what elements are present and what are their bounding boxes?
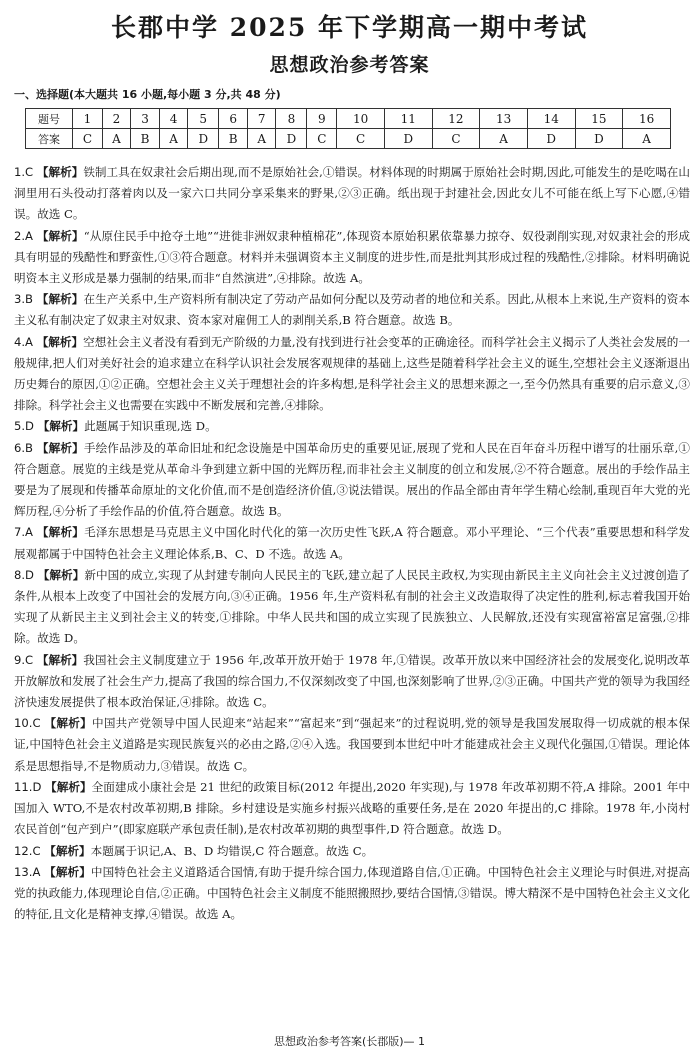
explanation-item — [14, 522, 690, 564]
item-number: 6.B — [14, 440, 34, 455]
answer-cell: D — [276, 129, 307, 149]
item-number: 3.B — [14, 292, 34, 307]
answer-cell: B — [219, 129, 248, 149]
answer-table — [25, 108, 671, 149]
explanation-item — [14, 650, 690, 714]
explanation-item — [14, 226, 690, 290]
item-number: 9.C — [14, 652, 34, 667]
question-number: 15 — [575, 109, 623, 129]
question-number: 8 — [276, 109, 307, 129]
explanation-item — [14, 162, 690, 226]
explanation-item — [14, 565, 690, 650]
question-number: 3 — [131, 109, 160, 129]
item-number: 10.C — [14, 716, 41, 731]
answer-row — [26, 129, 671, 149]
answer-cell: C — [307, 129, 337, 149]
item-text: 毛泽东思想是马克思主义中国化时代化的第一次历史性飞跃,A 符合题意。邓小平理论、“三个代表”重要思想和科学发展观都属于中国特色社会主义理论体系,B、C、D 不选。故选 A。 — [14, 525, 690, 561]
analysis-tag: 【解析】 — [37, 419, 85, 434]
explanation-item — [14, 332, 690, 417]
item-number: 11.D — [14, 779, 42, 794]
question-number: 7 — [248, 109, 276, 129]
answer-cell: C — [73, 129, 103, 149]
item-text: 中国共产党领导中国人民迎来“站起来”“富起来”到“强起来”的过程说明,党的领导是我国发展取得一切成就的根本保证,中国特色社会主义道路是实现民族复兴的必由之路,②④入选。我国要到本世纪中叶才能建成社会主义现代化强国,①错误。理论体系是思想指导,不是物质动力,③错误。故选 C。 — [14, 716, 690, 773]
item-number: 13.A — [14, 864, 41, 879]
question-number-row — [26, 109, 671, 129]
answer-cell: D — [575, 129, 623, 149]
analysis-tag: 【解析】 — [36, 525, 85, 540]
explanation-list — [14, 162, 690, 925]
question-number: 5 — [188, 109, 219, 129]
explanation-item — [14, 713, 690, 777]
question-number: 13 — [480, 109, 528, 129]
question-number: 6 — [219, 109, 248, 129]
item-number: 4.A — [14, 334, 33, 349]
item-text: “从原住民手中抢夺土地”“进徙非洲奴隶种植棉花”,体现资本原始积累依靠暴力掠夺、奴役剥削实现,对奴隶社会的形成具有明显的残酷性和野蛮性,①③符合题意。材料并未强调资本主义制度的进步性,而是批判其形成过程的残酷性,②排除。材料明确说明资本主义形成是暴力强制的结果,而非“自然演进”,④排除。故选 A。 — [14, 228, 690, 286]
question-number: 1 — [73, 109, 103, 129]
row-label: 题号 — [26, 109, 73, 129]
question-number: 12 — [432, 109, 480, 129]
answer-cell: A — [159, 129, 187, 149]
item-number: 5.D — [14, 419, 34, 434]
explanation-item — [14, 289, 690, 331]
page-title: 长郡中学 2025 年下学期高一期中考试 — [111, 13, 588, 42]
item-number: 12.C — [14, 843, 41, 858]
page-subtitle: 思想政治参考答案 — [269, 54, 430, 76]
analysis-tag: 【解析】 — [36, 165, 84, 179]
explanation-item — [14, 416, 690, 437]
item-text: 本题属于识记,A、B、D 均错误,C 符合题意。故选 C。 — [90, 843, 374, 858]
analysis-tag: 【解析】 — [36, 228, 84, 243]
item-text: 此题属于知识重现,选 D。 — [84, 419, 217, 434]
item-number: 1.C — [14, 165, 34, 179]
row-label: 答案 — [26, 129, 73, 149]
question-number: 16 — [623, 109, 671, 129]
page-footer: 思想政治参考答案(长郡版)— 1 — [273, 1035, 426, 1048]
answer-cell: C — [337, 129, 385, 149]
item-text: 手绘作品涉及的革命旧址和纪念设施是中国革命历史的重要见证,展现了党和人民在百年奋斗历程中谱写的壮丽乐章,①符合题意。展览的主线是党从革命斗争到建立新中国的光辉历程,而非社会主义制度的创立和发展,②不符合题意。展出的手绘作品主要是为了展现和传播革命原址的文化价值,而不是创造经济价值,③说法错误。展出的作品全部由青年学生精心绘制,重现百年大党的光辉历程,④分析了手绘作品的价值,符合题意。故选 B。 — [14, 440, 691, 519]
item-text: 空想社会主义者没有看到无产阶级的力量,没有找到进行社会变革的正确途径。而科学社会主义揭示了人类社会发展的一般规律,把人们对美好社会的追求建立在科学认识社会发展客观规律的基础上,这些是随着科学社会主义的诞生,空想社会主义逐渐退出历史舞台的原因,①②正确。空想社会主义关于理想社会的许多构想,是科学社会主义的思想来源之一,至今仍然具有重要的启示意义,③排除。科学社会主义也需要在实践中不断发展和完善,④排除。 — [14, 334, 690, 413]
explanation-item — [14, 862, 690, 926]
question-number: 14 — [527, 109, 575, 129]
analysis-tag: 【解析】 — [44, 843, 91, 858]
explanation-item — [14, 841, 690, 862]
question-number: 4 — [159, 109, 187, 129]
answer-cell: D — [527, 129, 575, 149]
question-number: 2 — [102, 109, 130, 129]
answer-cell: C — [432, 129, 480, 149]
analysis-tag: 【解析】 — [44, 864, 91, 879]
analysis-tag: 【解析】 — [36, 334, 84, 349]
item-number: 2.A — [14, 228, 33, 243]
answer-cell: A — [248, 129, 276, 149]
answer-cell: A — [623, 129, 671, 149]
answer-cell: B — [131, 129, 160, 149]
item-text: 全面建成小康社会是 21 世纪的政策目标(2012 年提出,2020 年实现),与 1978 年改革初期不符,A 排除。2001 年中国加入 WTO,不是农村改革初期,B 排除。乡村建设是实施乡村振兴战略的重要任务,是在 2020 年提出的,C 排除。1978 年,小岗村农民首创“包产到户”(即家庭联产承包责任制),是农村改革初期的典型事件,D 符合题意。故选 D。 — [14, 779, 690, 837]
question-number: 9 — [307, 109, 337, 129]
analysis-tag: 【解析】 — [36, 440, 84, 455]
analysis-tag: 【解析】 — [45, 779, 92, 794]
item-text: 新中国的成立,实现了从封建专制向人民民主的飞跃,建立起了人民民主政权,为实现由新民主主义向社会主义过渡创造了条件,从根本上改变了中国社会的发展方向,③④正确。1956 年,生产资料私有制的社会主义改造取得了决定性的胜利,标志着我国开始实现了从新民主主义到社会主义的转变,①排除。中华人民共和国的成立实现了民族独立、人民解放,还没有实现富裕富足富强,②排除。故选 D。 — [14, 567, 690, 646]
answer-cell: D — [384, 129, 432, 149]
item-number: 8.D — [14, 567, 34, 582]
explanation-item — [14, 777, 690, 841]
question-number: 10 — [337, 109, 385, 129]
answer-cell: A — [480, 129, 528, 149]
answer-cell: D — [188, 129, 219, 149]
item-text: 我国社会主义制度建立于 1956 年,改革开放开始于 1978 年,①错误。改革开放以来中国经济社会的发展变化,说明改革开放解放和发展了社会生产力,提高了我国的综合国力,不仅深刻改变了中国,也深刻影响了世界,②③正确。中国共产党的领导为我国经济快速发展提供了根本政治保证,④排除。故选 C。 — [14, 652, 691, 710]
analysis-tag: 【解析】 — [37, 567, 85, 582]
answer-cell: A — [102, 129, 130, 149]
analysis-tag: 【解析】 — [36, 292, 84, 307]
item-number: 7.A — [14, 525, 33, 540]
section-heading: 一、选择题(本大题共 16 小题,每小题 3 分,共 48 分) — [14, 88, 281, 101]
analysis-tag: 【解析】 — [44, 716, 92, 731]
item-text: 中国特色社会主义道路适合国情,有助于提升综合国力,体现道路自信,①正确。中国特色社会主义理论与时俱进,对提高党的执政能力,体现理论自信,②正确。中国特色社会主义制度不能照搬照抄,要结合国情,③错误。博大精深不是中国特色社会主义文化的特征,且文化是精神支撑,④错误。故选 A。 — [14, 864, 690, 922]
explanation-item — [14, 438, 690, 523]
item-text: 铁制工具在奴隶社会后期出现,而不是原始社会,①错误。材料体现的时期属于原始社会时期,因此,可能发生的是吃喝在山洞里用石头役动打落着肉以及一家六口共同分享采集来的野果,②③正确。纸出现于封建社会,因此女儿不可能在纸上写下心愿,④错误。故选 C。 — [14, 165, 690, 222]
item-text: 在生产关系中,生产资料所有制决定了劳动产品如何分配以及劳动者的地位和关系。因此,从根本上来说,生产资料的资本主义私有制决定了奴隶主对奴隶、资本家对雇佣工人的剥削关系,B 符合题意。故选 B。 — [14, 292, 690, 328]
analysis-tag: 【解析】 — [36, 652, 84, 667]
question-number: 11 — [384, 109, 432, 129]
